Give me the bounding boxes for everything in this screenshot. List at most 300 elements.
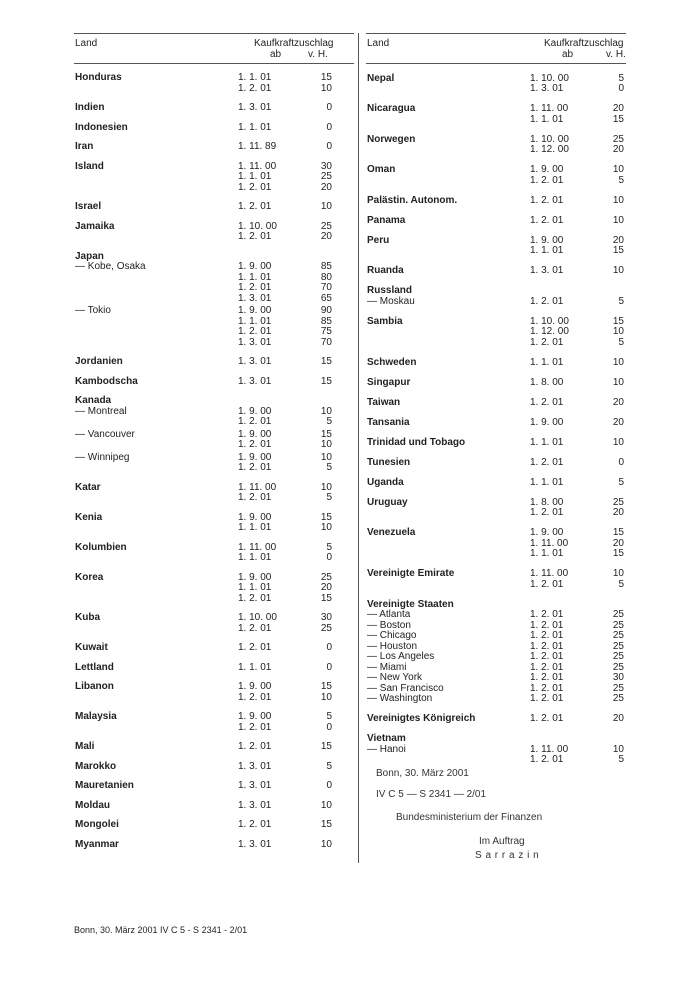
- country-name: Katar: [75, 481, 101, 493]
- valid-from-date: 1. 2. 01: [530, 578, 564, 590]
- data-row: [74, 781, 354, 792]
- percent-value: 5: [326, 760, 332, 772]
- country-name: Myanmar: [75, 838, 119, 850]
- valid-from-date: 1. 2. 01: [238, 592, 272, 604]
- country-name: Vietnam: [367, 733, 406, 744]
- valid-from-date: 1. 1. 01: [530, 436, 564, 448]
- data-row: [74, 513, 354, 524]
- country-name: Panama: [367, 214, 406, 226]
- data-row: [74, 294, 354, 305]
- valid-from-date: 1. 2. 01: [530, 336, 564, 348]
- valid-from-date: 1. 2. 01: [530, 682, 564, 694]
- country-entry: [74, 474, 354, 504]
- data-row: [74, 73, 354, 84]
- percent-value: 25: [320, 622, 332, 634]
- data-row: [366, 196, 626, 207]
- data-row: [74, 183, 354, 194]
- country-entry: [366, 64, 626, 95]
- signature-name: S a r r a z i n: [475, 850, 540, 861]
- country-name: Sambia: [367, 315, 403, 327]
- data-row: [74, 317, 354, 328]
- percent-value: 10: [320, 201, 332, 212]
- page-footer: Bonn, 30. März 2001 IV C 5 - S 2341 - 2/01: [74, 925, 248, 935]
- city-name: — Miami: [367, 661, 407, 673]
- percent-value: 20: [320, 181, 332, 193]
- percent-value: 10: [612, 568, 624, 579]
- data-row: [74, 283, 354, 294]
- data-row: [366, 135, 626, 146]
- header-ab: ab: [562, 49, 574, 60]
- data-row: [74, 583, 354, 594]
- valid-from-date: 1. 9. 00: [238, 711, 272, 722]
- percent-value: 5: [326, 416, 332, 427]
- valid-from-date: 1. 2. 01: [530, 295, 564, 307]
- valid-from-date: 1. 12. 00: [530, 144, 569, 155]
- data-row: [366, 74, 626, 85]
- country-name: Malaysia: [75, 711, 117, 722]
- country-name: Nicaragua: [367, 103, 416, 114]
- data-row: [74, 742, 354, 753]
- country-entry: [366, 307, 626, 348]
- percent-value: 5: [618, 578, 624, 590]
- country-entry: [366, 725, 626, 766]
- country-name: Libanon: [75, 681, 114, 692]
- data-row: [74, 338, 354, 349]
- data-row: [366, 317, 626, 328]
- country-name: Tansania: [367, 416, 410, 428]
- valid-from-date: 1. 8. 00: [530, 496, 564, 508]
- data-row: [74, 327, 354, 338]
- data-row: [74, 202, 354, 213]
- country-name: Uganda: [367, 476, 404, 488]
- percent-value: 25: [612, 630, 624, 641]
- table-header: [366, 33, 626, 64]
- data-row: [74, 594, 354, 605]
- valid-from-date: 1. 1. 01: [530, 356, 564, 368]
- country-entry: [366, 705, 626, 725]
- percent-value: 15: [320, 428, 332, 440]
- valid-from-date: 1. 9. 00: [238, 405, 272, 417]
- valid-from-date: 1. 2. 01: [238, 82, 272, 94]
- valid-from-date: 1. 9. 00: [238, 511, 272, 523]
- valid-from-date: 1. 2. 01: [238, 492, 272, 503]
- valid-from-date: 1. 1. 01: [238, 661, 272, 673]
- percent-value: 10: [612, 265, 624, 276]
- country-name: Jamaika: [75, 220, 115, 232]
- percent-value: 5: [618, 174, 624, 186]
- valid-from-date: 1. 2. 01: [238, 201, 272, 212]
- valid-from-date: 1. 1. 01: [238, 171, 272, 182]
- data-row: [74, 222, 354, 233]
- valid-from-date: 1. 11. 00: [238, 481, 277, 493]
- city-name: — Vancouver: [75, 428, 135, 440]
- percent-value: 30: [320, 612, 332, 623]
- valid-from-date: 1. 2. 01: [238, 642, 272, 653]
- data-row: [74, 613, 354, 624]
- percent-value: 20: [320, 582, 332, 593]
- percent-value: 10: [320, 481, 332, 493]
- city-name: — Montreal: [75, 405, 127, 417]
- signature-reference: IV C 5 — S 2341 — 2/01: [376, 789, 487, 800]
- percent-value: 70: [320, 336, 332, 348]
- country-entry: [74, 534, 354, 564]
- data-row: [366, 745, 626, 756]
- percent-value: 15: [320, 375, 332, 387]
- data-row: [366, 266, 626, 277]
- header-ab: ab: [270, 49, 282, 60]
- data-row: [366, 580, 626, 591]
- city-name: — San Francisco: [367, 682, 444, 694]
- percent-value: 20: [320, 231, 332, 242]
- valid-from-date: 1. 9. 00: [238, 305, 272, 316]
- percent-value: 10: [612, 356, 624, 368]
- percent-value: 25: [612, 619, 624, 631]
- country-name: Schweden: [367, 356, 417, 368]
- city-name: — Houston: [367, 640, 418, 652]
- header-vh: v. H.: [606, 49, 626, 60]
- valid-from-date: 1. 2. 01: [530, 396, 564, 408]
- country-entry: [74, 772, 354, 792]
- country-entry: [366, 468, 626, 488]
- country-entry: [74, 348, 354, 368]
- valid-from-date: 1. 11. 00: [530, 103, 569, 114]
- percent-value: 15: [612, 548, 624, 559]
- data-row: [74, 483, 354, 494]
- country-entry: [366, 206, 626, 226]
- valid-from-date: 1. 3. 01: [238, 780, 272, 791]
- country-name: Taiwan: [367, 396, 401, 408]
- country-entry: [74, 703, 354, 733]
- percent-value: 10: [612, 164, 624, 175]
- country-entry: [74, 64, 354, 94]
- percent-value: 10: [320, 82, 332, 94]
- valid-from-date: 1. 2. 01: [238, 691, 272, 703]
- signature-auftrag: Im Auftrag: [479, 836, 525, 847]
- country-name: Island: [75, 160, 104, 172]
- data-row: [74, 682, 354, 693]
- header-land: Land: [75, 38, 98, 49]
- data-row: [74, 84, 354, 95]
- percent-value: 20: [612, 234, 624, 246]
- valid-from-date: 1. 9. 00: [238, 428, 272, 440]
- valid-from-date: 1. 2. 01: [530, 194, 564, 206]
- valid-from-date: 1. 9. 00: [530, 164, 564, 175]
- valid-from-date: 1. 2. 01: [238, 819, 272, 830]
- city-name: — New York: [367, 672, 423, 683]
- country-entry: [74, 753, 354, 773]
- valid-from-date: 1. 2. 01: [238, 622, 272, 634]
- percent-value: 10: [612, 194, 624, 206]
- data-row: [74, 663, 354, 674]
- data-row: [366, 508, 626, 519]
- left-column: [74, 33, 354, 850]
- percent-value: 0: [326, 141, 332, 152]
- percent-value: 15: [320, 592, 332, 604]
- valid-from-date: 1. 10. 00: [530, 133, 569, 145]
- data-row: [366, 673, 626, 684]
- data-row: [74, 273, 354, 284]
- country-name: Palästin. Autonom.: [367, 194, 458, 206]
- valid-from-date: 1. 2. 01: [238, 181, 272, 193]
- percent-value: 10: [612, 743, 624, 755]
- percent-value: 15: [320, 356, 332, 367]
- valid-from-date: 1. 2. 01: [530, 507, 564, 518]
- data-row: [74, 453, 354, 464]
- country-name: Ruanda: [367, 265, 404, 276]
- valid-from-date: 1. 1. 01: [238, 315, 272, 327]
- percent-value: 10: [612, 326, 624, 337]
- country-name: Russland: [367, 285, 413, 296]
- city-name: — Moskau: [367, 295, 415, 307]
- country-entry: [74, 654, 354, 674]
- country-entry: [366, 388, 626, 408]
- data-row: [74, 232, 354, 243]
- data-row: [366, 549, 626, 560]
- valid-from-date: 1. 11. 00: [238, 541, 277, 553]
- country-name: Korea: [75, 571, 104, 583]
- percent-value: 25: [320, 571, 332, 583]
- data-row: [366, 378, 626, 389]
- data-row: [74, 573, 354, 584]
- country-name: Indonesien: [75, 121, 128, 133]
- percent-value: 5: [326, 462, 332, 473]
- country-name: Vereinigte Emirate: [367, 568, 455, 579]
- data-row: [74, 417, 354, 428]
- percent-value: 5: [618, 295, 624, 307]
- percent-value: 0: [326, 642, 332, 653]
- valid-from-date: 1. 11. 00: [238, 160, 277, 172]
- right-column: [366, 33, 626, 861]
- country-entry: [366, 226, 626, 257]
- valid-from-date: 1. 2. 01: [530, 693, 564, 704]
- percent-value: 25: [612, 682, 624, 694]
- data-row: [74, 357, 354, 368]
- data-row: [74, 523, 354, 534]
- country-name: Kuwait: [75, 642, 108, 653]
- country-name: Mauretanien: [75, 780, 134, 791]
- valid-from-date: 1. 2. 01: [530, 609, 564, 620]
- country-name: Marokko: [75, 760, 117, 772]
- percent-value: 15: [612, 315, 624, 327]
- valid-from-date: 1. 1. 01: [530, 245, 564, 256]
- valid-from-date: 1. 2. 01: [530, 630, 564, 641]
- country-entry: [366, 257, 626, 277]
- percent-value: 15: [320, 511, 332, 523]
- country-name: Japan: [75, 250, 104, 262]
- data-row: [366, 498, 626, 509]
- city-name: — Atlanta: [367, 609, 411, 620]
- data-row: [366, 528, 626, 539]
- valid-from-date: 1. 9. 00: [238, 571, 272, 583]
- data-row: [366, 539, 626, 550]
- country-entry: [366, 368, 626, 388]
- country-name: Honduras: [75, 72, 122, 83]
- country-entry: [366, 448, 626, 468]
- column-divider: [358, 33, 359, 863]
- percent-value: 15: [612, 113, 624, 125]
- country-entry: [74, 94, 354, 114]
- percent-value: 0: [326, 721, 332, 733]
- country-entry: [366, 277, 626, 308]
- data-row: [74, 440, 354, 451]
- city-name: — Tokio: [75, 305, 111, 316]
- percent-value: 85: [320, 315, 332, 327]
- country-entry: [366, 408, 626, 428]
- percent-value: 30: [612, 672, 624, 683]
- valid-from-date: 1. 2. 01: [238, 416, 272, 427]
- country-heading-row: [74, 396, 354, 407]
- country-name: Nepal: [367, 72, 395, 84]
- valid-from-date: 1. 9. 00: [238, 261, 272, 272]
- percent-value: 15: [612, 245, 624, 256]
- percent-value: 5: [326, 711, 332, 722]
- data-row: [366, 338, 626, 349]
- percent-value: 20: [612, 416, 624, 428]
- valid-from-date: 1. 8. 00: [530, 376, 564, 388]
- percent-value: 20: [612, 507, 624, 518]
- country-name: Uruguay: [367, 496, 408, 508]
- country-entry: [366, 125, 626, 156]
- country-name: Venezuela: [367, 527, 416, 538]
- percent-value: 10: [612, 376, 624, 388]
- valid-from-date: 1. 1. 01: [238, 552, 272, 563]
- country-name: Kuba: [75, 612, 100, 623]
- valid-from-date: 1. 11. 00: [530, 743, 569, 755]
- percent-value: 5: [326, 541, 332, 553]
- percent-value: 0: [326, 102, 332, 113]
- data-row: [74, 493, 354, 504]
- city-name: — Los Angeles: [367, 651, 435, 662]
- data-row: [366, 104, 626, 115]
- valid-from-date: 1. 3. 01: [238, 799, 272, 811]
- valid-from-date: 1. 2. 01: [238, 326, 272, 337]
- country-name: Trinidad und Tobago: [367, 436, 466, 448]
- valid-from-date: 1. 11. 00: [530, 568, 569, 579]
- valid-from-date: 1. 3. 01: [238, 292, 272, 304]
- percent-value: 65: [320, 292, 332, 304]
- country-entry: [74, 733, 354, 753]
- valid-from-date: 1. 10. 00: [238, 220, 277, 232]
- data-row: [366, 438, 626, 449]
- valid-from-date: 1. 11. 89: [238, 141, 277, 152]
- valid-from-date: 1. 9. 00: [530, 527, 564, 538]
- country-name: Kambodscha: [75, 375, 138, 387]
- country-entry: [74, 564, 354, 605]
- country-entry: [366, 519, 626, 560]
- valid-from-date: 1. 2. 01: [530, 651, 564, 662]
- data-row: [366, 755, 626, 766]
- country-entry: [74, 193, 354, 213]
- country-entry: [366, 348, 626, 368]
- data-row: [366, 176, 626, 187]
- data-row: [74, 820, 354, 831]
- country-entry: [366, 488, 626, 519]
- valid-from-date: 1. 2. 01: [530, 214, 564, 226]
- percent-value: 15: [320, 741, 332, 752]
- percent-value: 10: [612, 214, 624, 226]
- valid-from-date: 1. 2. 01: [238, 741, 272, 752]
- data-row: [74, 801, 354, 812]
- country-name: Jordanien: [75, 356, 123, 367]
- percent-value: 0: [618, 83, 624, 94]
- data-row: [74, 463, 354, 474]
- percent-value: 15: [320, 681, 332, 692]
- percent-value: 20: [612, 103, 624, 114]
- valid-from-date: 1. 2. 01: [238, 282, 272, 293]
- header-kaufkraftzuschlag: Kaufkraftzuschlag: [254, 38, 334, 49]
- data-row: [366, 714, 626, 725]
- valid-from-date: 1. 2. 01: [238, 231, 272, 242]
- data-row: [74, 162, 354, 173]
- valid-from-date: 1. 3. 01: [238, 760, 272, 772]
- percent-value: 10: [320, 451, 332, 463]
- country-name: Norwegen: [367, 133, 416, 145]
- percent-value: 25: [320, 220, 332, 232]
- valid-from-date: 1. 9. 00: [530, 416, 564, 428]
- valid-from-date: 1. 2. 01: [238, 439, 272, 450]
- valid-from-date: 1. 1. 01: [238, 582, 272, 593]
- percent-value: 0: [618, 456, 624, 468]
- valid-from-date: 1. 1. 01: [238, 121, 272, 133]
- data-row: [366, 358, 626, 369]
- valid-from-date: 1. 2. 01: [530, 640, 564, 652]
- valid-from-date: 1. 2. 01: [530, 672, 564, 683]
- percent-value: 20: [612, 144, 624, 155]
- country-name: Tunesien: [367, 456, 411, 468]
- percent-value: 10: [320, 439, 332, 450]
- data-row: [366, 246, 626, 257]
- data-row: [74, 430, 354, 441]
- country-name: Moldau: [75, 799, 110, 811]
- valid-from-date: 1. 9. 00: [530, 234, 564, 246]
- data-row: [74, 262, 354, 273]
- data-row: [366, 478, 626, 489]
- country-entry: [74, 634, 354, 654]
- country-name: Iran: [75, 141, 94, 152]
- country-entry: [366, 95, 626, 126]
- country-entry: [74, 387, 354, 474]
- country-heading-row: [366, 286, 626, 297]
- country-entry: [74, 504, 354, 534]
- country-name: Israel: [75, 201, 102, 212]
- percent-value: 80: [320, 271, 332, 283]
- country-entry: [74, 243, 354, 349]
- city-name: — Kobe, Osaka: [75, 261, 146, 272]
- data-row: [74, 306, 354, 317]
- data-row: [74, 643, 354, 654]
- data-row: [366, 84, 626, 95]
- data-row: [366, 145, 626, 156]
- percent-value: 5: [618, 754, 624, 765]
- country-name: Singapur: [367, 376, 411, 388]
- country-name: Lettland: [75, 661, 114, 673]
- valid-from-date: 1. 3. 01: [238, 838, 272, 850]
- data-row: [74, 407, 354, 418]
- data-row: [74, 712, 354, 723]
- percent-value: 0: [326, 780, 332, 791]
- data-row: [366, 610, 626, 621]
- data-row: [74, 553, 354, 564]
- valid-from-date: 1. 3. 01: [238, 375, 272, 387]
- valid-from-date: 1. 3. 01: [530, 265, 564, 276]
- percent-value: 5: [618, 336, 624, 348]
- valid-from-date: 1. 2. 01: [530, 456, 564, 468]
- country-name: Kanada: [75, 395, 112, 406]
- country-entry: [74, 114, 354, 134]
- valid-from-date: 1. 1. 01: [238, 271, 272, 283]
- data-row: [366, 327, 626, 338]
- percent-value: 30: [320, 160, 332, 172]
